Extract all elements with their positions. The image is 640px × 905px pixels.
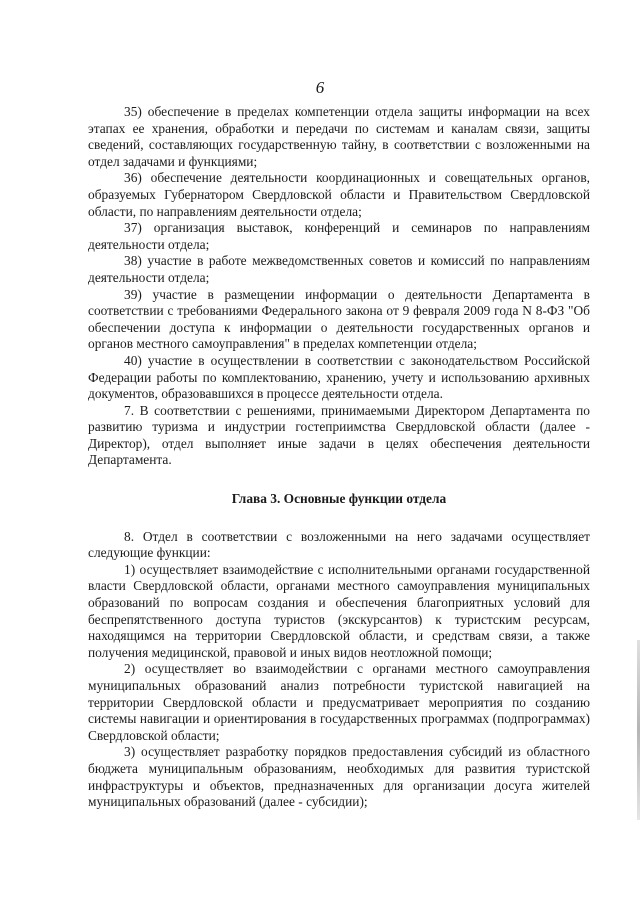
paragraph-item-40: 40) участие в осуществлении в соответствии с законодательством Российской Федерации работы по комплектованию, хранению, учету и использованию архивных документов, образовавшихся в процессе деятельности отдела. (88, 352, 590, 402)
paragraph-item-35: 35) обеспечение в пределах компетенции отдела защиты информации на всех этапах ее хранения, обработки и передачи по системам и каналам связи, защиты сведений, составляющих государственную тайну, в соответствии с возложенными на отдел задачами и функциями; (88, 104, 590, 169)
chapter-heading: Глава 3. Основные функции отдела (231, 491, 447, 507)
paragraph-function-3: 3) осуществляет разработку порядков предоставления субсидий из областного бюджета муниципальным образованиям, необходимых для развития туристской инфраструктуры и объектов, предназначенных для организации досуга жителей муниципальных образований (далее - субсидии); (88, 744, 590, 810)
paragraph-item-38: 38) участие в работе межведомственных советов и комиссий по направлениям деятельности отдела; (88, 253, 590, 285)
paragraph-item-37: 37) организация выставок, конференций и семинаров по направлениям деятельности отдела; (88, 220, 590, 252)
document-body (88, 104, 590, 811)
paragraph-clause-7: 7. В соответствии с решениями, принимаемыми Директором Департамента по развитию туризма и индустрии гостеприимства Свердловской области (далее - Директор), отдел выполняет иные задачи в целях обеспечения деятельности Департамента. (88, 402, 590, 468)
paragraph-item-36: 36) обеспечение деятельности координационных и совещательных органов, образуемых Губернатором Свердловской области и Правительством Свердловской области, по направлениям деятельности отдела; (88, 170, 590, 219)
paragraph-function-1: 1) осуществляет взаимодействие с исполнительными органами государственной власти Свердловской области, органами местного самоуправления муниципальных образований по вопросам создания и обеспечения благоприятных условий для беспрепятственного доступа туристов (экскурсантов) к туристским ресурсам, находящимся на территории Свердловской области, и средствам связи, а также получения медицинской, правовой и иных видов неотложной помощи; (88, 561, 590, 660)
paragraph-item-39: 39) участие в размещении информации о деятельности Департамента в соответствии с требованиями Федерального закона от 9 февраля 2009 года N 8-ФЗ "Об обеспечении доступа к информации о деятельности государственных органов и органов местного самоуправления" в пределах компетенции отдела; (88, 286, 590, 352)
page-number: 6 (315, 78, 325, 97)
paragraph-function-2: 2) осуществляет во взаимодействии с органами местного самоуправления муниципальных образований анализ потребности туристской навигацией на территории Свердловской области и предусматривает мероприятия по созданию системы навигации и ориентирования в государственных программах (подпрограммах) Свердловской области; (88, 661, 590, 743)
paragraph-clause-8: 8. Отдел в соответствии с возложенными на него задачами осуществляет следующие функции: (88, 528, 590, 561)
